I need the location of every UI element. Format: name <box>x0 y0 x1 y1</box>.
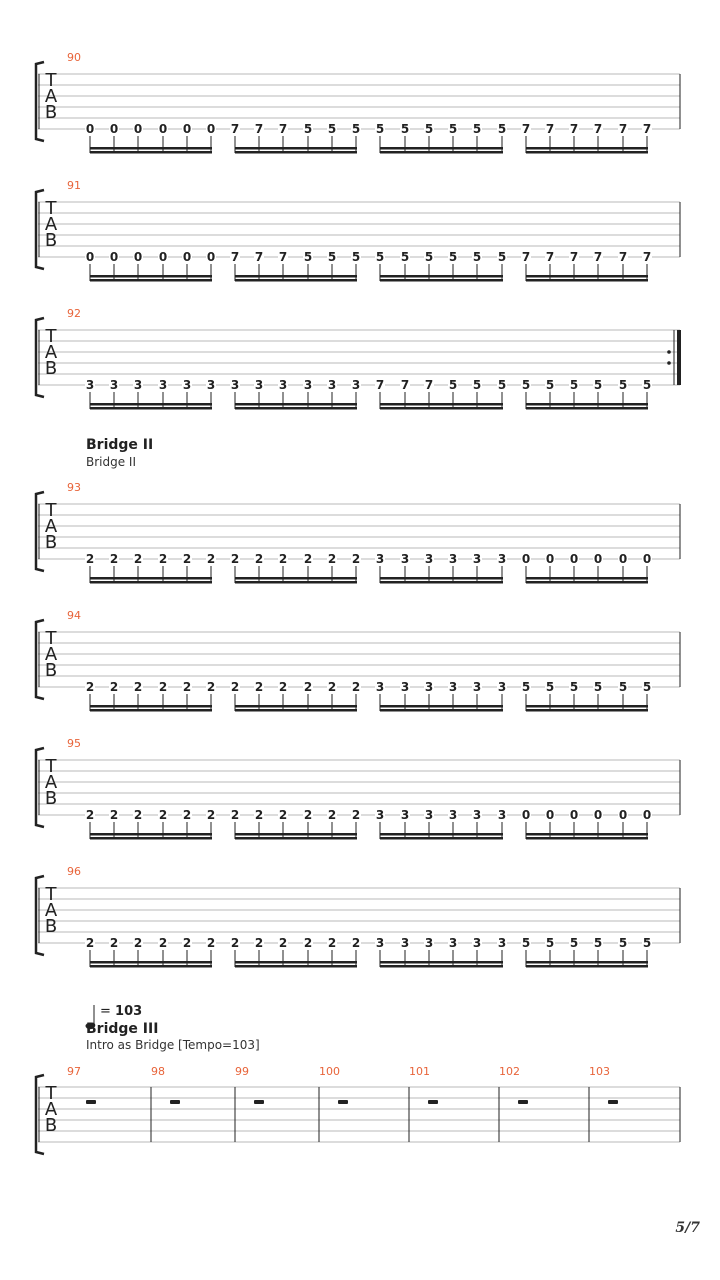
fret-number: 2 <box>206 552 216 566</box>
fret-number: 2 <box>206 808 216 822</box>
fret-number: 7 <box>278 122 288 136</box>
fret-number: 3 <box>85 378 95 392</box>
beam <box>526 837 648 840</box>
beam <box>380 279 503 282</box>
fret-number: 0 <box>618 552 628 566</box>
fret-number: 0 <box>133 250 143 264</box>
measure-number: 100 <box>319 1065 340 1078</box>
section-title-bridge-3: Bridge III <box>86 1021 159 1037</box>
beam <box>235 151 357 154</box>
fret-number: 2 <box>158 808 168 822</box>
fret-number: 5 <box>569 680 579 694</box>
fret-number: 2 <box>303 680 313 694</box>
fret-number: 2 <box>158 936 168 950</box>
fret-number: 2 <box>85 552 95 566</box>
beam <box>90 147 212 150</box>
beam <box>526 407 648 410</box>
tab-system <box>36 481 680 584</box>
fret-number: 0 <box>569 552 579 566</box>
fret-number: 3 <box>497 936 507 950</box>
fret-number: 2 <box>158 552 168 566</box>
fret-number: 7 <box>254 122 264 136</box>
system-tab-clef-letter: A <box>44 772 58 793</box>
whole-rest <box>518 1100 528 1104</box>
fret-number: 3 <box>327 378 337 392</box>
beam <box>90 961 212 964</box>
system-tab-clef-letter: B <box>44 358 58 379</box>
system-tab-clef-letter: A <box>44 214 58 235</box>
beam <box>380 403 503 406</box>
beam <box>90 151 212 154</box>
fret-number: 5 <box>497 122 507 136</box>
fret-number: 2 <box>254 680 264 694</box>
system-tab-clef-letter: T <box>45 628 57 649</box>
measure-number: 103 <box>589 1065 610 1078</box>
fret-number: 5 <box>351 122 361 136</box>
fret-number: 3 <box>472 808 482 822</box>
fret-number: 7 <box>569 250 579 264</box>
fret-number: 3 <box>497 808 507 822</box>
beam <box>235 403 357 406</box>
beam <box>380 407 503 410</box>
fret-number: 0 <box>158 122 168 136</box>
whole-rest <box>608 1100 618 1104</box>
fret-number: 5 <box>545 680 555 694</box>
beam <box>526 961 648 964</box>
measure-number: 101 <box>409 1065 430 1078</box>
beam <box>380 965 503 968</box>
fret-number: 2 <box>85 680 95 694</box>
fret-number: 3 <box>424 680 434 694</box>
beam <box>526 577 648 580</box>
fret-number: 2 <box>206 680 216 694</box>
fret-number: 0 <box>133 122 143 136</box>
system-tab-clef-letter: A <box>44 86 58 107</box>
fret-number: 7 <box>618 122 628 136</box>
system-tab-clef-letter: T <box>45 326 57 347</box>
fret-number: 3 <box>351 378 361 392</box>
beam <box>235 275 357 278</box>
fret-number: 7 <box>642 122 652 136</box>
fret-number: 0 <box>182 250 192 264</box>
beam <box>235 407 357 410</box>
fret-number: 7 <box>569 122 579 136</box>
fret-number: 7 <box>593 250 603 264</box>
fret-number: 0 <box>109 122 119 136</box>
beam <box>526 709 648 712</box>
fret-number: 3 <box>375 552 385 566</box>
fret-number: 5 <box>569 378 579 392</box>
system-tab-clef-letter: B <box>44 788 58 809</box>
beam <box>380 147 503 150</box>
fret-number: 0 <box>618 808 628 822</box>
system-tab-clef-letter: A <box>44 516 58 537</box>
fret-number: 7 <box>593 122 603 136</box>
beam <box>380 961 503 964</box>
fret-number: 7 <box>521 122 531 136</box>
system-tab-clef-letter: B <box>44 916 58 937</box>
fret-number: 2 <box>133 936 143 950</box>
fret-number: 5 <box>375 122 385 136</box>
beam <box>235 581 357 584</box>
beam <box>90 965 212 968</box>
beam <box>526 965 648 968</box>
beam <box>90 837 212 840</box>
fret-number: 2 <box>327 936 337 950</box>
whole-rest <box>254 1100 264 1104</box>
fret-number: 0 <box>158 250 168 264</box>
fret-number: 2 <box>133 680 143 694</box>
tempo-value: 103 <box>115 1004 143 1019</box>
fret-number: 7 <box>642 250 652 264</box>
measure-number: 95 <box>67 737 81 750</box>
system-tab-clef-letter: A <box>44 342 58 363</box>
beam <box>235 705 357 708</box>
fret-number: 2 <box>182 680 192 694</box>
fret-number: 3 <box>375 680 385 694</box>
fret-number: 0 <box>642 808 652 822</box>
fret-number: 5 <box>593 680 603 694</box>
fret-number: 2 <box>230 680 240 694</box>
fret-number: 7 <box>230 250 240 264</box>
tab-system <box>36 51 680 154</box>
fret-number: 3 <box>448 680 458 694</box>
fret-number: 3 <box>133 378 143 392</box>
fret-number: 2 <box>351 808 361 822</box>
fret-number: 0 <box>85 122 95 136</box>
system-tab-clef-letter: A <box>44 644 58 665</box>
measure-number: 92 <box>67 307 81 320</box>
fret-number: 2 <box>85 808 95 822</box>
system-tab-clef-letter: T <box>45 500 57 521</box>
fret-number: 3 <box>424 552 434 566</box>
beam <box>235 837 357 840</box>
beam <box>235 279 357 282</box>
beam <box>90 581 212 584</box>
beam <box>90 709 212 712</box>
fret-number: 5 <box>497 378 507 392</box>
fret-number: 5 <box>618 680 628 694</box>
measure-number: 93 <box>67 481 81 494</box>
fret-number: 2 <box>278 680 288 694</box>
fret-number: 3 <box>497 552 507 566</box>
fret-number: 2 <box>133 552 143 566</box>
repeat-dot <box>667 350 671 354</box>
fret-number: 7 <box>400 378 410 392</box>
fret-number: 3 <box>400 808 410 822</box>
fret-number: 3 <box>303 378 313 392</box>
tempo-marking <box>100 1004 142 1019</box>
fret-number: 2 <box>85 936 95 950</box>
fret-number: 3 <box>254 378 264 392</box>
fret-number: 2 <box>158 680 168 694</box>
measure-number: 99 <box>235 1065 249 1078</box>
fret-number: 2 <box>109 808 119 822</box>
fret-number: 7 <box>521 250 531 264</box>
fret-number: 2 <box>303 936 313 950</box>
fret-number: 5 <box>521 680 531 694</box>
fret-number: 3 <box>497 680 507 694</box>
fret-number: 5 <box>569 936 579 950</box>
repeat-dot <box>667 361 671 365</box>
beam <box>526 279 648 282</box>
fret-number: 2 <box>182 808 192 822</box>
system-tab-clef-letter: B <box>44 660 58 681</box>
measure-number: 97 <box>67 1065 81 1078</box>
fret-number: 2 <box>351 936 361 950</box>
fret-number: 2 <box>230 808 240 822</box>
beam <box>380 705 503 708</box>
fret-number: 3 <box>400 680 410 694</box>
system-tab-clef-letter: B <box>44 532 58 553</box>
fret-number: 5 <box>303 250 313 264</box>
beam <box>526 833 648 836</box>
tab-system <box>36 179 680 282</box>
beam <box>380 151 503 154</box>
fret-number: 5 <box>375 250 385 264</box>
fret-number: 3 <box>472 936 482 950</box>
fret-number: 2 <box>254 552 264 566</box>
fret-number: 2 <box>254 808 264 822</box>
fret-number: 3 <box>448 808 458 822</box>
fret-number: 3 <box>278 378 288 392</box>
fret-number: 2 <box>351 680 361 694</box>
measure-number: 90 <box>67 51 81 64</box>
fret-number: 7 <box>230 122 240 136</box>
fret-number: 7 <box>545 250 555 264</box>
fret-number: 2 <box>109 936 119 950</box>
fret-number: 5 <box>448 250 458 264</box>
beam <box>526 705 648 708</box>
fret-number: 2 <box>133 808 143 822</box>
fret-number: 5 <box>448 378 458 392</box>
fret-number: 5 <box>521 378 531 392</box>
tab-system <box>36 737 680 840</box>
fret-number: 0 <box>206 122 216 136</box>
fret-number: 2 <box>351 552 361 566</box>
fret-number: 5 <box>327 122 337 136</box>
fret-number: 2 <box>327 680 337 694</box>
beam <box>380 837 503 840</box>
fret-number: 5 <box>642 378 652 392</box>
fret-number: 2 <box>109 552 119 566</box>
measure-number: 102 <box>499 1065 520 1078</box>
measure-number: 96 <box>67 865 81 878</box>
fret-number: 3 <box>375 808 385 822</box>
beam <box>526 275 648 278</box>
beam <box>90 403 212 406</box>
fret-number: 0 <box>206 250 216 264</box>
fret-number: 5 <box>545 936 555 950</box>
fret-number: 5 <box>327 250 337 264</box>
system-tab-clef-letter: B <box>44 102 58 123</box>
beam <box>526 147 648 150</box>
beam <box>526 151 648 154</box>
beam <box>380 709 503 712</box>
fret-number: 5 <box>303 122 313 136</box>
fret-number: 3 <box>182 378 192 392</box>
whole-rest <box>170 1100 180 1104</box>
fret-number: 0 <box>569 808 579 822</box>
fret-number: 3 <box>230 378 240 392</box>
fret-number: 7 <box>618 250 628 264</box>
system-tab-clef-letter: T <box>45 884 57 905</box>
fret-number: 0 <box>593 808 603 822</box>
whole-rest <box>86 1100 96 1104</box>
fret-number: 5 <box>593 378 603 392</box>
fret-number: 3 <box>400 552 410 566</box>
fret-number: 2 <box>182 936 192 950</box>
fret-number: 3 <box>472 552 482 566</box>
fret-number: 3 <box>424 808 434 822</box>
repeat-thick-barline <box>677 330 681 385</box>
fret-number: 2 <box>109 680 119 694</box>
rest-system-tab-clef-letter: B <box>44 1115 58 1136</box>
fret-number: 7 <box>424 378 434 392</box>
system-tab-clef-letter: B <box>44 230 58 251</box>
beam <box>235 833 357 836</box>
fret-number: 7 <box>545 122 555 136</box>
fret-number: 3 <box>375 936 385 950</box>
fret-number: 2 <box>278 936 288 950</box>
fret-number: 5 <box>424 250 434 264</box>
whole-rest <box>338 1100 348 1104</box>
beam <box>235 577 357 580</box>
beam <box>90 577 212 580</box>
fret-number: 3 <box>400 936 410 950</box>
beam <box>90 275 212 278</box>
system-tab-clef-letter: T <box>45 198 57 219</box>
section-subtitle-bridge-2: Bridge II <box>86 455 137 469</box>
fret-number: 3 <box>472 680 482 694</box>
measure-number: 94 <box>67 609 81 622</box>
fret-number: 5 <box>545 378 555 392</box>
fret-number: 2 <box>278 808 288 822</box>
rest-system-tab-clef-letter: T <box>45 1083 57 1104</box>
fret-number: 0 <box>521 808 531 822</box>
fret-number: 3 <box>109 378 119 392</box>
fret-number: 5 <box>472 378 482 392</box>
fret-number: 2 <box>278 552 288 566</box>
fret-number: 5 <box>472 122 482 136</box>
fret-number: 2 <box>206 936 216 950</box>
fret-number: 3 <box>448 552 458 566</box>
beam <box>526 403 648 406</box>
whole-rest <box>428 1100 438 1104</box>
fret-number: 2 <box>182 552 192 566</box>
fret-number: 5 <box>593 936 603 950</box>
fret-number: 5 <box>497 250 507 264</box>
fret-number: 0 <box>85 250 95 264</box>
fret-number: 3 <box>206 378 216 392</box>
beam <box>235 147 357 150</box>
fret-number: 5 <box>642 680 652 694</box>
system-tab-clef-letter: A <box>44 900 58 921</box>
tab-system <box>36 865 680 968</box>
fret-number: 2 <box>230 936 240 950</box>
fret-number: 2 <box>303 808 313 822</box>
beam <box>235 961 357 964</box>
section-subtitle-bridge-3: Intro as Bridge [Tempo=103] <box>86 1038 260 1052</box>
beam <box>380 275 503 278</box>
section-title-bridge-2: Bridge II <box>86 437 154 453</box>
measure-number: 98 <box>151 1065 165 1078</box>
fret-number: 5 <box>521 936 531 950</box>
beam <box>526 581 648 584</box>
fret-number: 5 <box>642 936 652 950</box>
fret-number: 2 <box>254 936 264 950</box>
beam <box>90 833 212 836</box>
beam <box>380 833 503 836</box>
tempo-equals-sign: = <box>100 1004 111 1019</box>
beam <box>380 577 503 580</box>
rest-system-tab-clef-letter: A <box>44 1099 58 1120</box>
fret-number: 5 <box>400 122 410 136</box>
fret-number: 0 <box>109 250 119 264</box>
fret-number: 5 <box>400 250 410 264</box>
system-tab-clef-letter: T <box>45 70 57 91</box>
beam <box>235 709 357 712</box>
fret-number: 7 <box>375 378 385 392</box>
measure-number: 91 <box>67 179 81 192</box>
beam <box>90 279 212 282</box>
system-tab-clef-letter: T <box>45 756 57 777</box>
fret-number: 2 <box>230 552 240 566</box>
tab-system <box>36 307 681 410</box>
beam <box>90 407 212 410</box>
fret-number: 3 <box>448 936 458 950</box>
fret-number: 5 <box>618 378 628 392</box>
tab-system <box>36 609 680 712</box>
fret-number: 7 <box>278 250 288 264</box>
fret-number: 3 <box>158 378 168 392</box>
fret-number: 2 <box>327 552 337 566</box>
fret-number: 5 <box>618 936 628 950</box>
fret-number: 2 <box>303 552 313 566</box>
beam <box>380 581 503 584</box>
fret-number: 5 <box>424 122 434 136</box>
fret-number: 0 <box>545 808 555 822</box>
fret-number: 3 <box>424 936 434 950</box>
fret-number: 5 <box>472 250 482 264</box>
beam <box>235 965 357 968</box>
fret-number: 0 <box>521 552 531 566</box>
fret-number: 2 <box>327 808 337 822</box>
fret-number: 0 <box>593 552 603 566</box>
beam <box>90 705 212 708</box>
page-number: 5/7 <box>675 1220 700 1236</box>
fret-number: 0 <box>642 552 652 566</box>
fret-number: 0 <box>545 552 555 566</box>
fret-number: 7 <box>254 250 264 264</box>
fret-number: 5 <box>448 122 458 136</box>
fret-number: 5 <box>351 250 361 264</box>
fret-number: 0 <box>182 122 192 136</box>
